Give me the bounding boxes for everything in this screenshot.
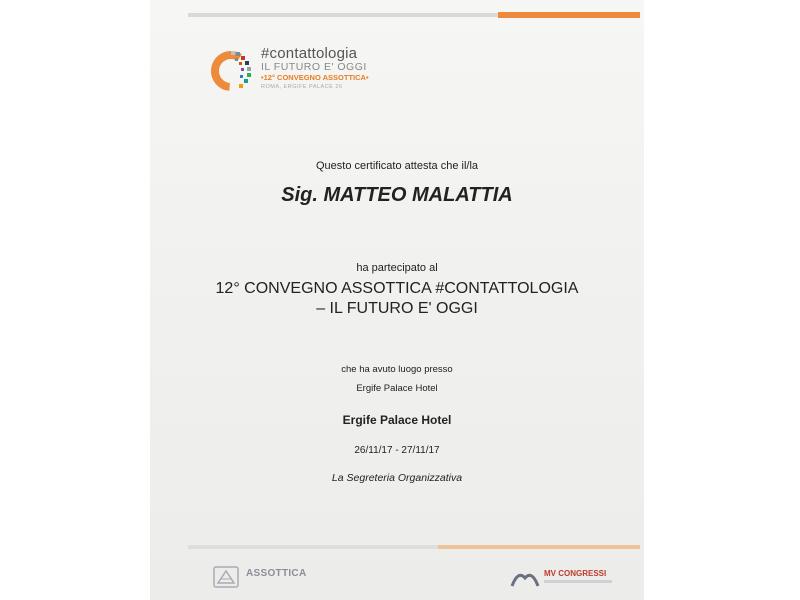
attest-text: Questo certificato attesta che il/la: [315, 160, 479, 172]
certificate-page: [150, 0, 644, 600]
participated-text: ha partecipato al: [356, 262, 438, 274]
event-title-line1: 12° CONVEGNO ASSOTTICA #CONTATTOLOGIA: [215, 280, 579, 297]
logo-subtitle: IL FUTURO E' OGGI: [261, 61, 367, 73]
logo-place: ROMA, ERGIFE PALACE 26: [261, 84, 343, 90]
event-title-line2: – IL FUTURO E' OGGI: [316, 300, 478, 317]
event-logo: [208, 46, 408, 96]
mv-congressi-label: MV CONGRESSI: [544, 569, 607, 578]
assottica-emblem-icon: [212, 565, 240, 589]
mv-congressi-logo: [510, 566, 630, 590]
bottom-decorative-stripe: [188, 545, 640, 549]
mv-arch-icon: [510, 568, 540, 588]
contattologia-ring-icon: [208, 48, 254, 94]
logo-title: #contattologia: [261, 45, 358, 62]
venue-large: Ergife Palace Hotel: [342, 413, 452, 427]
assottica-label: ASSOTTICA: [246, 568, 307, 579]
top-decorative-stripe: [188, 12, 640, 18]
signature-line: La Segreteria Organizzativa: [331, 472, 463, 484]
logo-convegno: •12° CONVEGNO ASSOTTICA•: [261, 73, 369, 82]
event-dates: 26/11/17 - 27/11/17: [354, 445, 440, 456]
venue-small: Ergife Palace Hotel: [356, 383, 438, 394]
location-intro: che ha avuto luogo presso: [341, 364, 453, 375]
recipient-name: Sig. MATTEO MALATTIA: [281, 184, 513, 206]
